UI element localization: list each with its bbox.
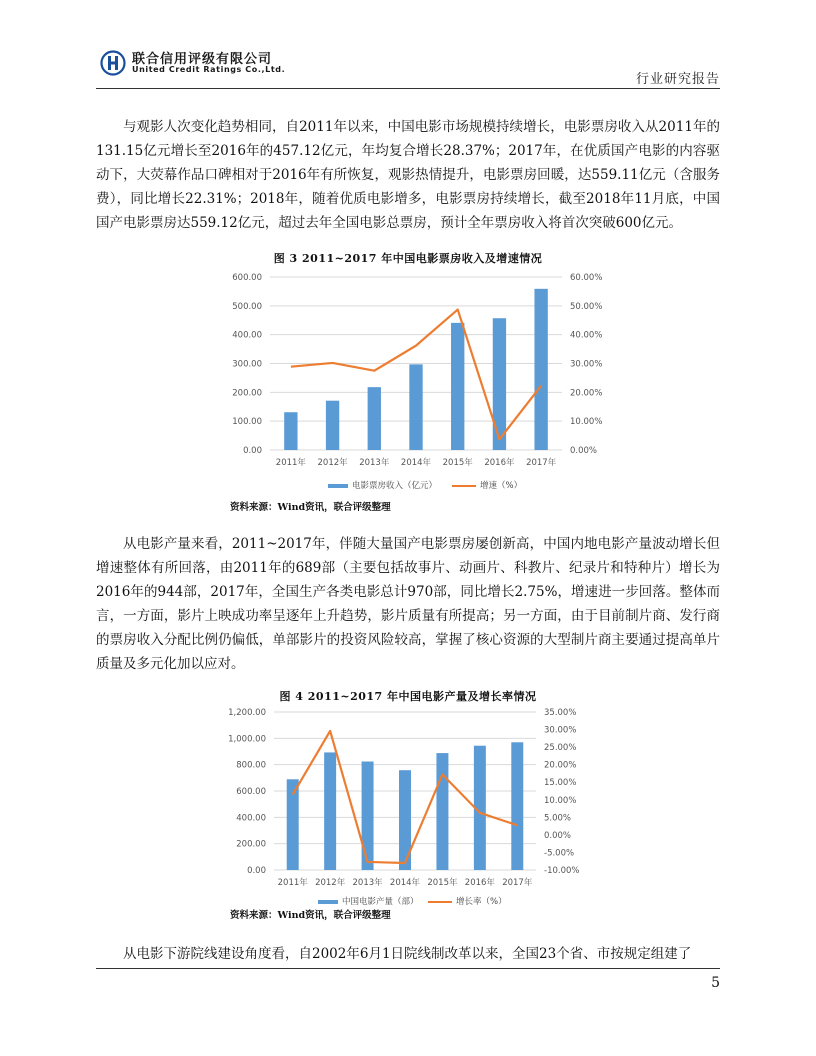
fig4-y-left-tick: 400.00: [236, 813, 266, 824]
fig4-y-left-tick: 800.00: [236, 760, 266, 771]
figure-3-caption: 图 3 2011~2017 年中国电影票房收入及增速情况: [273, 252, 543, 265]
fig4-legend-line-label: 增长率（%）: [456, 897, 507, 907]
fig3-bar: [451, 323, 464, 450]
fig3-legend-bar-label: 电影票房收入（亿元）: [352, 481, 438, 491]
company-logo-icon: [100, 50, 126, 76]
fig3-bar: [493, 318, 506, 450]
fig3-y-left-tick: 0.00: [243, 446, 262, 456]
fig4-y-left-tick: 1,000.00: [228, 734, 266, 745]
fig4-y-right-tick: 10.00%: [544, 795, 577, 806]
fig3-bar: [284, 412, 297, 450]
fig4-x-tick: 2014年: [389, 878, 421, 888]
page-header: [96, 46, 720, 88]
paragraph-cinema-chains: 从电影下游院线建设角度看，自2002年6月1日院线制改革以来，全国23个省、市按规定组建了: [123, 946, 692, 962]
fig3-x-tick: 2013年: [359, 458, 390, 468]
fig4-bar: [436, 753, 448, 870]
fig4-x-tick: 2017年: [502, 878, 533, 888]
fig3-bar: [326, 401, 339, 450]
fig4-legend-bar-label: 中国电影产量（部）: [342, 897, 419, 907]
fig3-x-tick: 2011年: [275, 458, 306, 468]
fig3-x-tick: 2017年: [526, 458, 557, 468]
figure-4-chart: [218, 704, 600, 910]
fig4-y-right-tick: -10.00%: [544, 866, 580, 876]
fig3-y-left-tick: 100.00: [232, 417, 262, 428]
fig3-bar: [534, 289, 547, 450]
fig3-y-right-tick: 0.00%: [570, 446, 598, 456]
fig4-y-left-tick: 600.00: [236, 787, 266, 797]
fig4-y-right-tick: 35.00%: [544, 708, 577, 718]
fig3-y-right-tick: 10.00%: [570, 417, 603, 428]
fig4-y-right-tick: 20.00%: [544, 760, 577, 771]
header-divider: [96, 88, 720, 89]
fig3-y-right-tick: 20.00%: [570, 388, 603, 399]
company-name-en: United Credit Ratings Co.,Ltd.: [132, 65, 286, 74]
fig3-x-tick: 2014年: [400, 458, 432, 468]
page-number: 5: [711, 975, 720, 991]
fig4-legend-bar-swatch: [318, 900, 338, 904]
fig4-bar: [511, 742, 523, 870]
company-name-cn: 联合信用评级有限公司: [132, 52, 273, 67]
fig3-x-tick: 2015年: [442, 458, 473, 468]
fig3-x-tick: 2012年: [317, 458, 348, 468]
fig4-y-right-tick: -5.00%: [544, 848, 575, 859]
fig3-y-left-tick: 500.00: [232, 301, 262, 312]
fig4-bar: [324, 752, 336, 870]
fig4-y-right-tick: 0.00%: [544, 830, 572, 841]
fig3-y-left-tick: 600.00: [232, 273, 262, 283]
fig4-x-tick: 2011年: [277, 878, 308, 888]
fig3-y-right-tick: 60.00%: [570, 273, 603, 283]
fig4-x-tick: 2012年: [315, 878, 346, 888]
fig4-x-tick: 2016年: [464, 878, 495, 888]
fig3-y-left-tick: 400.00: [232, 330, 262, 341]
fig3-y-left-tick: 200.00: [232, 388, 262, 399]
figure-4-source: 资料来源：Wind资讯，联合评级整理: [230, 910, 391, 921]
paragraph-film-output: 从电影产量来看，2011~2017年，伴随大量国产电影票房屡创新高，中国内地电影产量波动增长但增速整体有所回落，由2011年的689部（主要包括故事片、动画片、科教片、纪录片和特种片）增长为2016年的944部，2017年，全国生产各类电影总计970部，同比增长2.75%，增速进一步回落。整体而言，一方面，影片上映成功率呈逐年上升趋势，影片质量有所提高；另一方面，由于目前制片商、发行商的票房收入分配比例仍偏低，单部影片的投资风险较高，掌握了核心资源的大型制片商主要通过提高单片质量及多元化加以应对。: [96, 536, 720, 672]
report-type: 行业研究报告: [635, 72, 720, 87]
fig3-x-tick: 2016年: [484, 458, 515, 468]
fig4-y-right-tick: 30.00%: [544, 725, 577, 736]
fig3-y-right-tick: 30.00%: [570, 359, 603, 370]
fig3-y-right-tick: 50.00%: [570, 301, 603, 312]
fig4-x-tick: 2013年: [352, 878, 383, 888]
fig3-legend-line-label: 增速（%）: [480, 481, 523, 491]
fig4-y-right-tick: 5.00%: [544, 813, 572, 824]
fig4-y-left-tick: 1,200.00: [228, 708, 266, 718]
figure-3-chart: [226, 268, 603, 494]
paragraph-box-office: 与观影人次变化趋势相同，自2011年以来，中国电影市场规模持续增长，电影票房收入从2011年的131.15亿元增长至2016年的457.12亿元，年均复合增长28.37%；2017年，在优质国产电影的内容驱动下，大荧幕作品口碑相对于2016年有所恢复，观影热情提升，电影票房回暖，达559.11亿元（含服务费），同比增长22.31%；2018年，随着优质电影增多，电影票房持续增长，截至2018年11月底，中国国产电影票房达559.12亿元，超过去年全国电影总票房，预计全年票房收入将首次突破600亿元。: [96, 119, 720, 231]
fig3-y-right-tick: 40.00%: [570, 330, 603, 341]
fig4-y-right-tick: 25.00%: [544, 743, 577, 754]
fig3-legend-bar-swatch: [328, 484, 348, 488]
fig4-y-left-tick: 200.00: [236, 839, 266, 850]
fig4-bar: [362, 762, 374, 870]
figure-4-caption: 图 4 2011~2017 年中国电影产量及增长率情况: [279, 690, 537, 703]
fig3-y-left-tick: 300.00: [232, 359, 262, 370]
fig3-bar: [409, 364, 422, 450]
footer-divider: [96, 968, 720, 969]
fig4-y-right-tick: 15.00%: [544, 778, 577, 789]
figure-3-source: 资料来源：Wind资讯，联合评级整理: [230, 502, 391, 513]
fig3-bar: [368, 387, 381, 450]
fig4-y-left-tick: 0.00: [247, 866, 266, 876]
fig4-x-tick: 2015年: [427, 878, 458, 888]
